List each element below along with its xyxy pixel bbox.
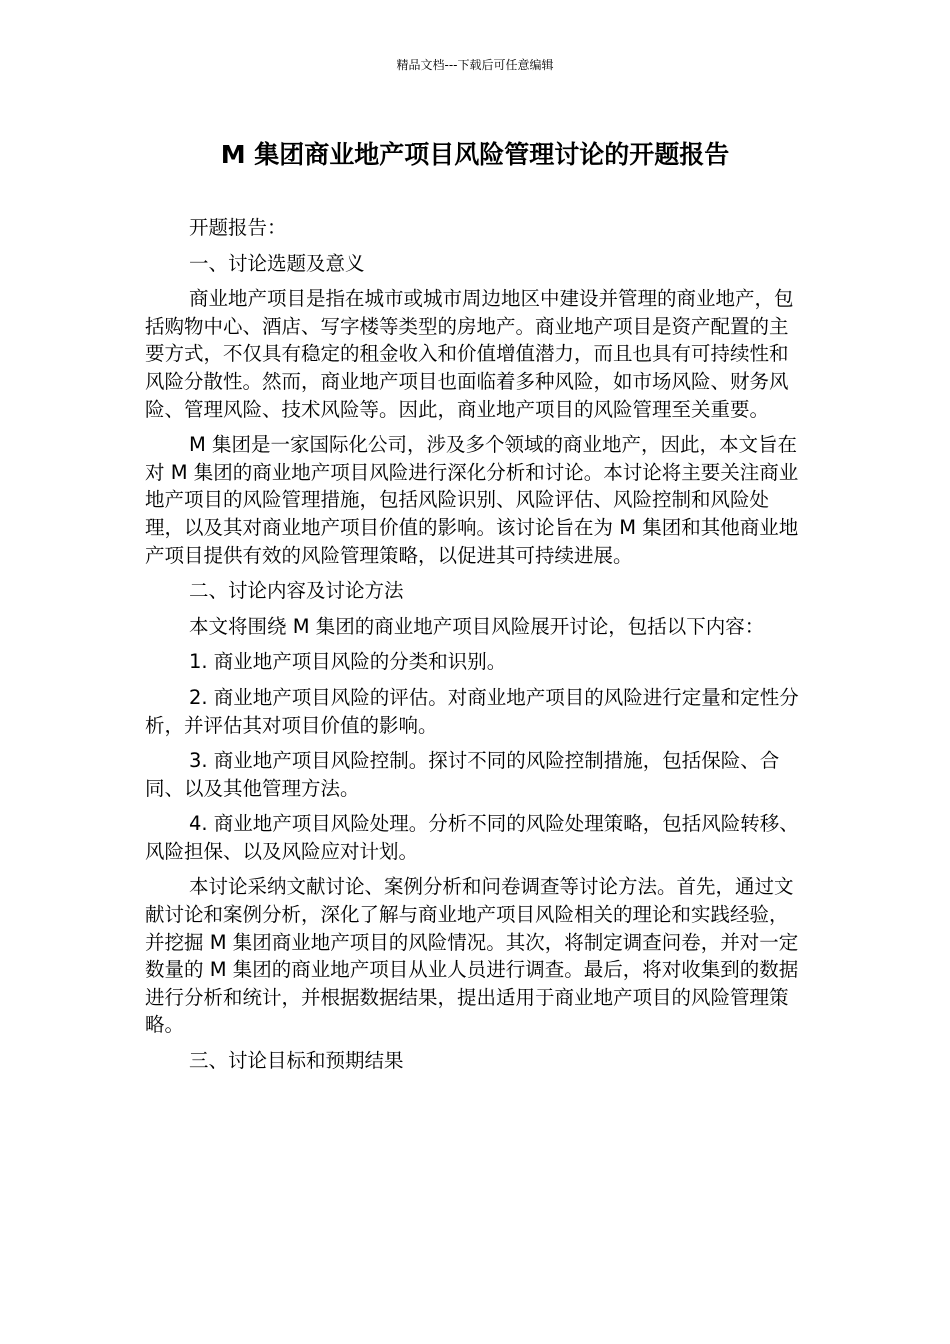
section-heading-3: 三、讨论目标和预期结果 xyxy=(189,1049,404,1073)
list-item-3: 3. 商业地产项目风险控制。探讨不同的风险控制措施，包括保险、合同、以及其他管理方法。 xyxy=(145,749,780,800)
list-item-2: 2. 商业地产项目风险的评估。对商业地产项目的风险进行定量和定性分析，并评估其对项目价值的影响。 xyxy=(145,685,799,737)
header-note: 精品文档---下载后可任意编辑 xyxy=(396,58,554,72)
paragraph-content-intro: 本文将围绕 M 集团的商业地产项目风险展开讨论，包括以下内容： xyxy=(189,614,765,638)
paragraph-m-group: M 集团是一家国际化公司，涉及多个领域的商业地产，因此，本文旨在对 M 集团的商业地产项目风险进行深化分析和讨论。本讨论将主要关注商业地产项目的风险管理措施，包括风险识别、风险评估、风险控制和风险处理，以及其对商业地产项目价值的影响。该讨论旨在为 M 集团和其他商业地产项目提供有效的风险管理策略，以促进其可持续进展。 xyxy=(145,433,799,567)
section-heading-1: 一、讨论选题及意义 xyxy=(189,251,365,275)
paragraph-intro: 商业地产项目是指在城市或城市周边地区中建设并管理的商业地产，包括购物中心、酒店、写字楼等类型的房地产。商业地产项目是资产配置的主要方式，不仅具有稳定的租金收入和价值增值潜力，而且也具有可持续性和风险分散性。然而，商业地产项目也面临着多种风险，如市场风险、财务风险、管理风险、技术风险等。因此，商业地产项目的风险管理至关重要。 xyxy=(145,287,794,421)
list-item-4: 4. 商业地产项目风险处理。分析不同的风险处理策略，包括风险转移、风险担保、以及风险应对计划。 xyxy=(145,812,799,863)
section-heading-2: 二、讨论内容及讨论方法 xyxy=(189,579,404,603)
list-item-1: 1. 商业地产项目风险的分类和识别。 xyxy=(189,650,507,674)
paragraph-report-label: 开题报告： xyxy=(189,216,287,239)
document-title: M 集团商业地产项目风险管理讨论的开题报告 xyxy=(220,140,730,169)
document-body xyxy=(145,214,805,1083)
paragraph-methods: 本讨论采纳文献讨论、案例分析和问卷调查等讨论方法。首先，通过文献讨论和案例分析，深化了解与商业地产项目风险相关的理论和实践经验，并挖掘 M 集团商业地产项目的风险情况。其次，将制定调查问卷，并对一定数量的 M 集团的商业地产项目从业人员进行调查。最后，将对收集到的数据进行分析和统计，并根据数据结果，提出适用于商业地产项目的风险管理策略。 xyxy=(145,875,799,1037)
